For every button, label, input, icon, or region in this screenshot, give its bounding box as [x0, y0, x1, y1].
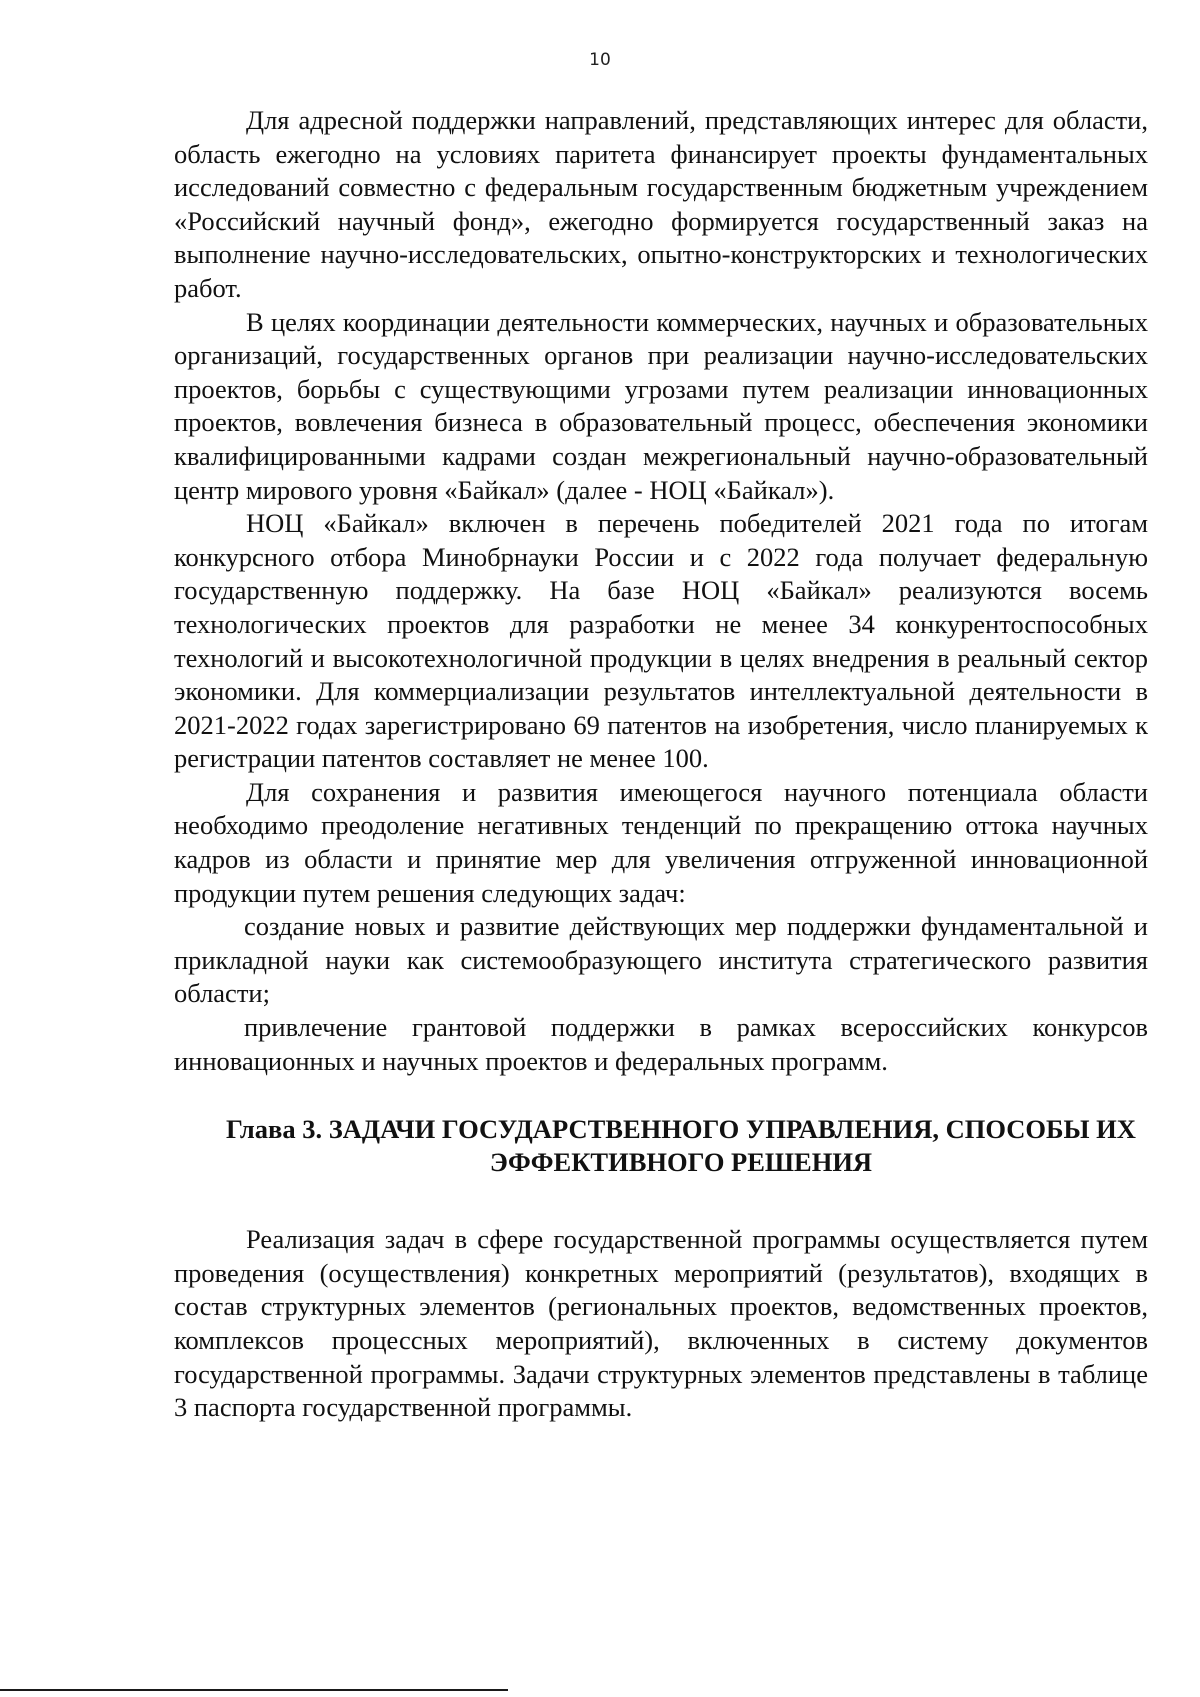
chapter-heading-line-2: ЭФФЕКТИВНОГО РЕШЕНИЯ [489, 1147, 873, 1178]
paragraph-baikal-center: В целях координации деятельности коммерческих, научных и образовательных организаций, государственных органов при реализации научно-исследовательских проектов, борьбы с существующими угрозами путем реализации инновационных проектов, вовлечения бизнеса в образовательный процесс, обеспечения экономики квалифицированными кадрами создан межрегиональный научно-образовательный центр мирового уровня «Байкал» (далее - НОЦ «Байкал»). [174, 306, 1148, 505]
paragraph-address-support: Для адресной поддержки направлений, представляющих интерес для области, область ежегодно на условиях паритета финансирует проекты фундаментальных исследований совместно с федеральным государственным бюджетным учреждением «Российский научный фонд», ежегодно формируется государственный заказ на выполнение научно-исследовательских, опытно-конструкторских и технологических работ. [174, 105, 1148, 303]
paragraph-baikal-winners: НОЦ «Байкал» включен в перечень победителей 2021 года по итогам конкурсного отбора Минобрнауки России и с 2022 года получает федеральную государственную поддержку. На базе НОЦ «Байкал» реализуются восемь технологических проектов для разработки не менее 34 конкурентоспособных технологий и высокотехнологичной продукции в целях внедрения в реальный сектор экономики. Для коммерциализации результатов интеллектуальной деятельности в 2021-2022 годах зарегистрировано 69 патентов на изобретения, число планируемых к регистрации патентов составляет не менее 100. [174, 508, 1148, 774]
page-content [174, 104, 1148, 1425]
list-item-grant-support: привлечение грантовой поддержки в рамках всероссийских конкурсов инновационных и научных проектов и федеральных программ. [174, 1012, 1148, 1076]
paragraph-tasks-implementation: Реализация задач в сфере государственной программы осуществляется путем проведения (осуществления) конкретных мероприятий (результатов), входящих в состав структурных элементов (региональных проектов, ведомственных проектов, комплексов процессных мероприятий), включенных в систему документов государственной программы. Задачи структурных элементов представлены в таблице 3 паспорта государственной программы. [174, 1224, 1148, 1423]
footer-divider [0, 1689, 508, 1691]
chapter-heading-line-1: Глава 3. ЗАДАЧИ ГОСУДАРСТВЕННОГО УПРАВЛЕНИЯ, СПОСОБЫ ИХ [226, 1114, 1136, 1145]
list-item-science-support: создание новых и развитие действующих мер поддержки фундаментальной и прикладной науки как системообразующего института стратегического развития области; [174, 911, 1148, 1009]
chapter-heading [174, 1113, 1148, 1179]
paragraph-scientific-potential: Для сохранения и развития имеющегося научного потенциала области необходимо преодоление негативных тенденций по прекращению оттока научных кадров из области и принятие мер для увеличения отгруженной инновационной продукции путем решения следующих задач: [174, 776, 1148, 908]
page-number: 10 [589, 50, 611, 70]
